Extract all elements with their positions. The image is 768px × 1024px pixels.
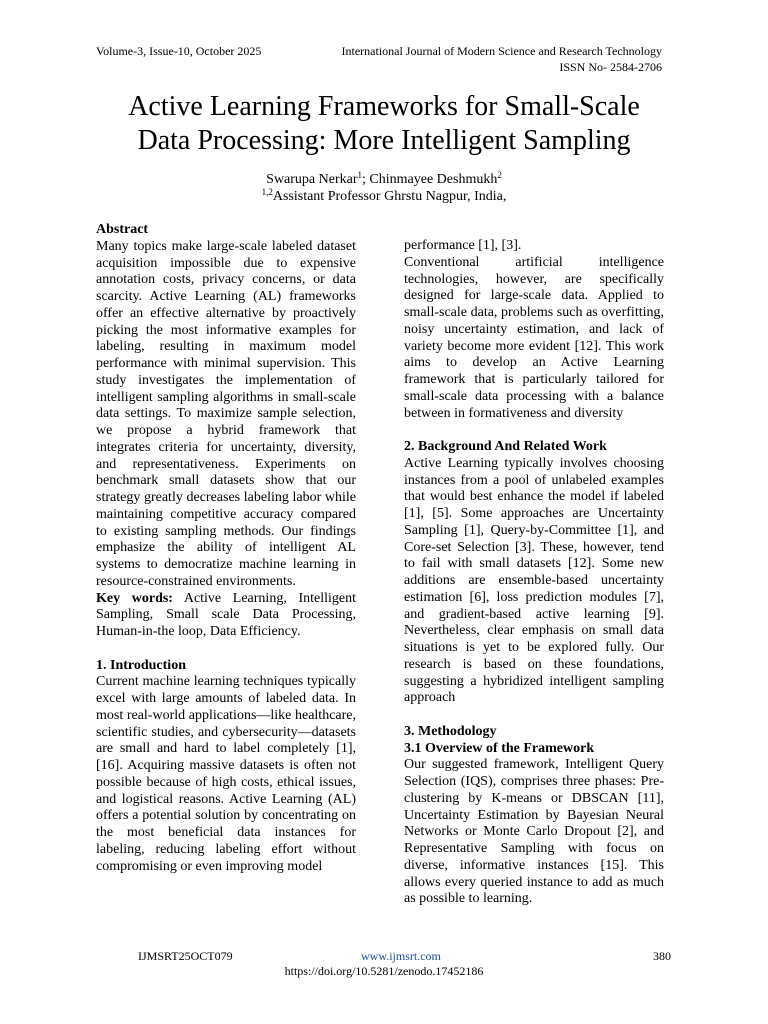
- keywords-label: Key words:: [96, 590, 173, 606]
- overview-text: Our suggested framework, Intelligent Query Selection (IQS), comprises three phases: Pre-clustering by K-means or DBSCAN [11], Uncertainty Estimation by Bayesian Neural Networks or Monte Carlo Dropout [2], and Representative Sampling with focus on diverse, informative instances [15]. This allows every queried instance to add as much as possible to learning.: [404, 757, 664, 907]
- paper-id: IJMSRT25OCT079: [138, 949, 233, 963]
- overview-heading: 3.1 Overview of the Framework: [404, 740, 595, 756]
- journal-name: International Journal of Modern Science and Research Technology: [341, 44, 662, 58]
- right-column: [404, 238, 664, 908]
- introduction-paragraph-2: Conventional artificial intelligence technologies, however, are specifically designed for large-scale data. Applied to small-scale data, problems such as overfitting, noisy uncertainty estimation, and lack of variety become more evident [12]. This work aims to develop an Active Learning framework that is particularly tailored for small-scale data processing with a balance between in formativeness and diversity: [404, 254, 664, 421]
- doi-link[interactable]: https://doi.org/10.5281/zenodo.17452186: [284, 964, 484, 978]
- author-list: [0, 171, 768, 188]
- background-text: Active Learning typically involves choosing instances from a pool of unlabeled examples that would best enhance the model if labeled [1], [5]. Some approaches are Uncertainty Sampling [1], Query-by-Committee [1], and Core-set Selection [3]. These, however, tend to fail with small datasets [12]. Some new additions are ensemble-based uncertainty estimation [6], loss prediction modules [7], and gradient-based active learning [9]. Nevertheless, clear emphasis on small data situations is yet to be explored fully. Our research is based on these foundations, suggesting a hybridized intelligent sampling approach: [404, 455, 664, 706]
- title-line-1: Active Learning Frameworks for Small-Scale: [128, 91, 640, 122]
- author-1-sup: 1: [357, 170, 363, 180]
- methodology-heading: 3. Methodology: [404, 723, 497, 739]
- introduction-continued: performance [1], [3].: [404, 238, 522, 253]
- abstract-heading: Abstract: [96, 222, 149, 237]
- introduction-heading: 1. Introduction: [96, 657, 186, 673]
- page-number: 380: [653, 949, 671, 963]
- author-2: Chinmayee Deshmukh: [369, 172, 498, 187]
- left-column: [96, 222, 356, 875]
- background-heading: 2. Background And Related Work: [404, 439, 607, 454]
- title-line-2: Data Processing: More Intelligent Sampling: [137, 125, 631, 156]
- keywords: [96, 591, 356, 641]
- keywords-text: Active Learning, Intelligent Sampling, Small scale Data Processing, Human-in-the loop, Data Efficiency.: [96, 590, 356, 639]
- website-link[interactable]: www.ijmsrt.com: [361, 949, 441, 963]
- issn: ISSN No- 2584-2706: [559, 60, 662, 74]
- author-1: Swarupa Nerkar: [266, 172, 358, 187]
- affiliation-text: Assistant Professor Ghrstu Nagpur, India,: [272, 189, 507, 204]
- author-2-sup: 2: [497, 170, 502, 180]
- author-separator: ;: [362, 172, 370, 187]
- affiliation: [0, 188, 768, 205]
- paper-title: [40, 90, 728, 158]
- abstract-text: Many topics make large-scale labeled dataset acquisition impossible due to expensive annotation costs, privacy concerns, or data scarcity. Active Learning (AL) frameworks offer an effective alternative by proactively picking the most informative examples for labeling, resulting in maximum model performance with minimal supervision. This study investigates the implementation of intelligent sampling algorithms in small-scale data settings. To maximize sample selection, we propose a hybrid framework that integrates criteria for uncertainty, diversity, and representativeness. Experiments on benchmark small datasets show that our strategy greatly decreases labeling labor while maintaining competitive accuracy compared to existing sampling methods. Our findings emphasize the ability of intelligent AL systems to democratize machine learning in resource-constrained environments.: [96, 238, 356, 589]
- affiliation-sup: 1,2: [261, 187, 273, 197]
- introduction-text: Current machine learning techniques typically excel with large amounts of labeled data. In most real-world applications—like healthcare, scientific studies, and cybersecurity—datasets are small and hard to label completely [1], [16]. Acquiring massive datasets is often not possible because of high costs, ethical issues, and logistical reasons. Active Learning (AL) offers a potential solution by concentrating on the most beneficial data instances for labeling, reducing labeling effort without compromising or even improving model: [96, 674, 356, 874]
- volume-info: Volume-3, Issue-10, October 2025: [96, 44, 262, 58]
